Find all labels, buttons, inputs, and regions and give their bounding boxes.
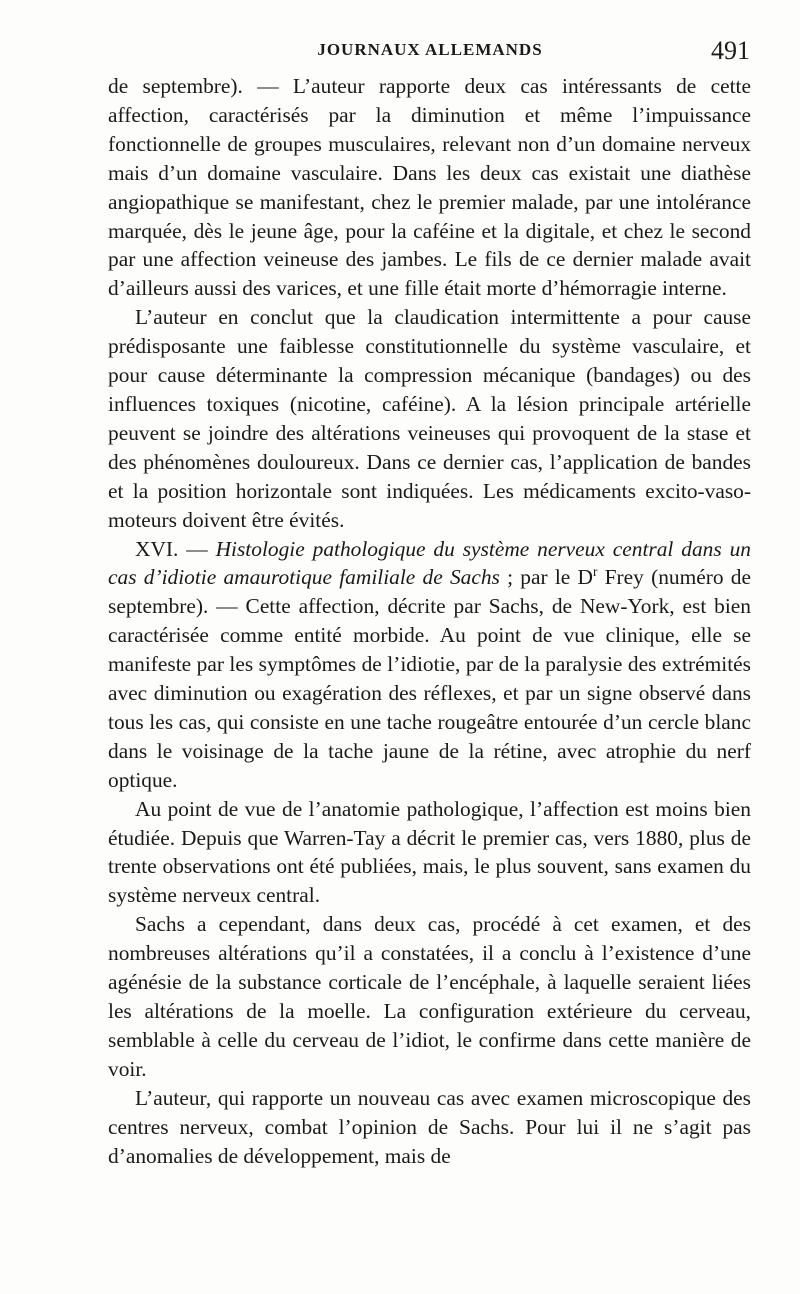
section-title: Histologie pathologique du système nerveux central dans un cas d’idiotie amaurotique familiale de Sachs [108,536,751,590]
paragraph-sachs: Sachs a cependant, dans deux cas, procédé à cet examen, et des nombreuses altérations qu’il a constatées, il a conclu à l’existence d’une agénésie de la substance corticale de l’encéphale, à laquelle seraient liées les altérations de la moelle. La configuration extérieure du cerveau, semblable à celle du cerveau de l’idiot, le confirme dans cette manière de voir. [108,912,751,1081]
body-text [108,72,751,1170]
section-number: XVI. — [135,536,216,561]
paragraph-continuation: de septembre). — L’auteur rapporte deux cas intéressants de cette affection, caractérisés par la diminution et même l’impuissance fonctionnelle de groupes musculaires, relevant non d’un domaine nerveux mais d’un domaine vasculaire. Dans les deux cas existait une diathèse angiopathique se manifestant, chez le premier malade, par une intolérance marquée, dès le jeune âge, pour la caféine et la digitale, et chez le second par une affection veineuse des jambes. Le fils de ce dernier malade avait d’ailleurs aussi des varices, et une fille était morte d’hémorragie interne. [108,74,751,301]
section-author-prefix: ; par le D [499,565,593,590]
paragraph-conclusion: L’auteur en conclut que la claudication intermittente a pour cause prédisposante une faiblesse constitutionnelle du système vasculaire, et pour cause déterminante la compression mécanique (bandages) ou des influences toxiques (nicotine, caféine). A la lésion principale artérielle peuvent se joindre des altérations veineuses qui provoquent de la stase et des phénomènes douloureux. Dans ce dernier cas, l’application de bandes et la position horizontale sont indiquées. Les médicaments excito-vaso-moteurs doivent être évités. [108,305,751,532]
paragraph-section-xvi [108,535,751,795]
paragraph-anatomy: Au point de vue de l’anatomie pathologique, l’affection est moins bien étudiée. Depuis que Warren-Tay a décrit le premier cas, vers 1880, plus de trente observations ont été publiées, mais, le plus souvent, sans examen du système nerveux central. [108,796,751,908]
doctor-superscript: r [592,564,598,580]
page-header [110,36,750,66]
paragraph-author: L’auteur, qui rapporte un nouveau cas avec examen microscopique des centres nerveux, combat l’opinion de Sachs. Pour lui il ne s’agit pas d’anomalies de développement, mais de [108,1085,751,1168]
running-head: JOURNAUX ALLEMANDS [317,40,543,59]
page-number: 491 [711,36,750,65]
section-text: Frey (numéro de septembre). — Cette affection, décrite par Sachs, de New-York, est bien caractérisée comme entité morbide. Au point de vue clinique, elle se manifeste par les symptômes de l’idiotie, par de la paralysie des extrémités avec diminution ou exagération des réflexes, et par un signe observé dans tous les cas, qui consiste en une tache rougeâtre entourée d’un cercle blanc dans le voisinage de la tache jaune de la rétine, avec atrophie du nerf optique. [108,565,751,792]
